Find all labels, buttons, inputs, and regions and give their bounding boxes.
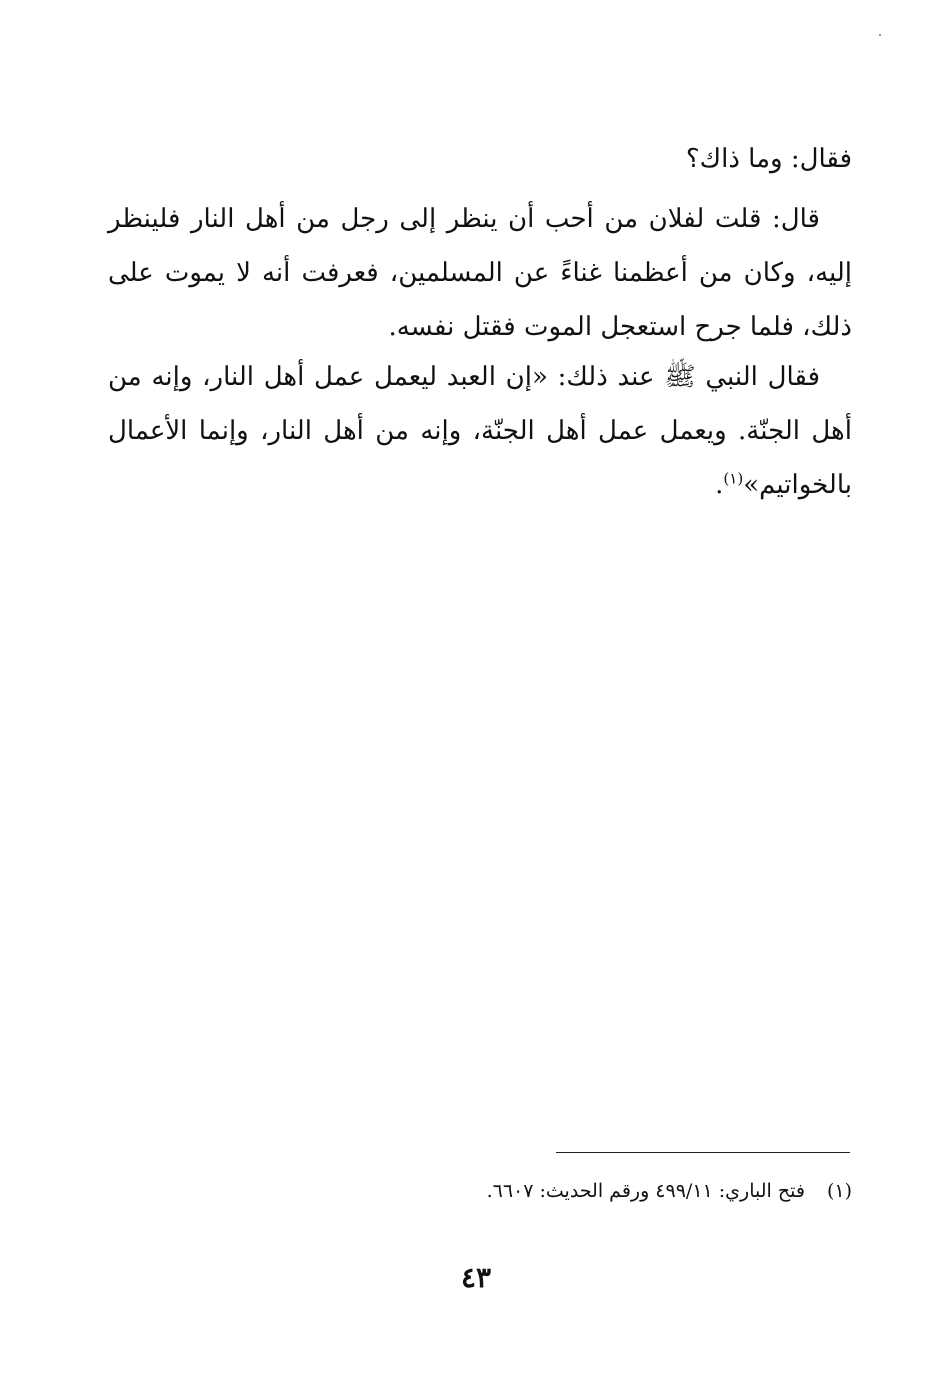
paragraph-2-end: .	[715, 470, 724, 500]
footnote-separator	[556, 1152, 850, 1153]
dialogue-line	[108, 132, 852, 186]
scan-speck	[879, 34, 881, 36]
paragraph-2-text: فقال النبي ﷺ عند ذلك: «إن العبد ليعمل عمل أهل النار، وإنه من أهل الجنّة. ويعمل عمل أهل الجنّة، وإنه من أهل النار، وإنما الأعمال بالخواتيم»	[108, 362, 852, 500]
footnote	[380, 1176, 852, 1206]
paragraph-1-text: قال: قلت لفلان من أحب أن ينظر إلى رجل من أهل النار فلينظر إليه، وكان من أعظمنا غناءً عن المسلمين، فعرفت أنه لا يموت على ذلك، فلما جرح استعجل الموت فقتل نفسه.	[108, 204, 852, 342]
footnote-reference: (١)	[723, 469, 744, 488]
narration-paragraph	[108, 192, 852, 354]
page-number: ٤٣	[460, 1261, 492, 1294]
paragraph-2	[108, 350, 852, 512]
footnote-number: (١)	[826, 1180, 852, 1202]
hadith-paragraph	[108, 350, 852, 512]
question-line: فقال: وما ذاك؟	[685, 144, 852, 174]
footnote-text: فتح الباري: ٤٩٩/١١ ورقم الحديث: ٦٦٠٧.	[486, 1180, 805, 1202]
